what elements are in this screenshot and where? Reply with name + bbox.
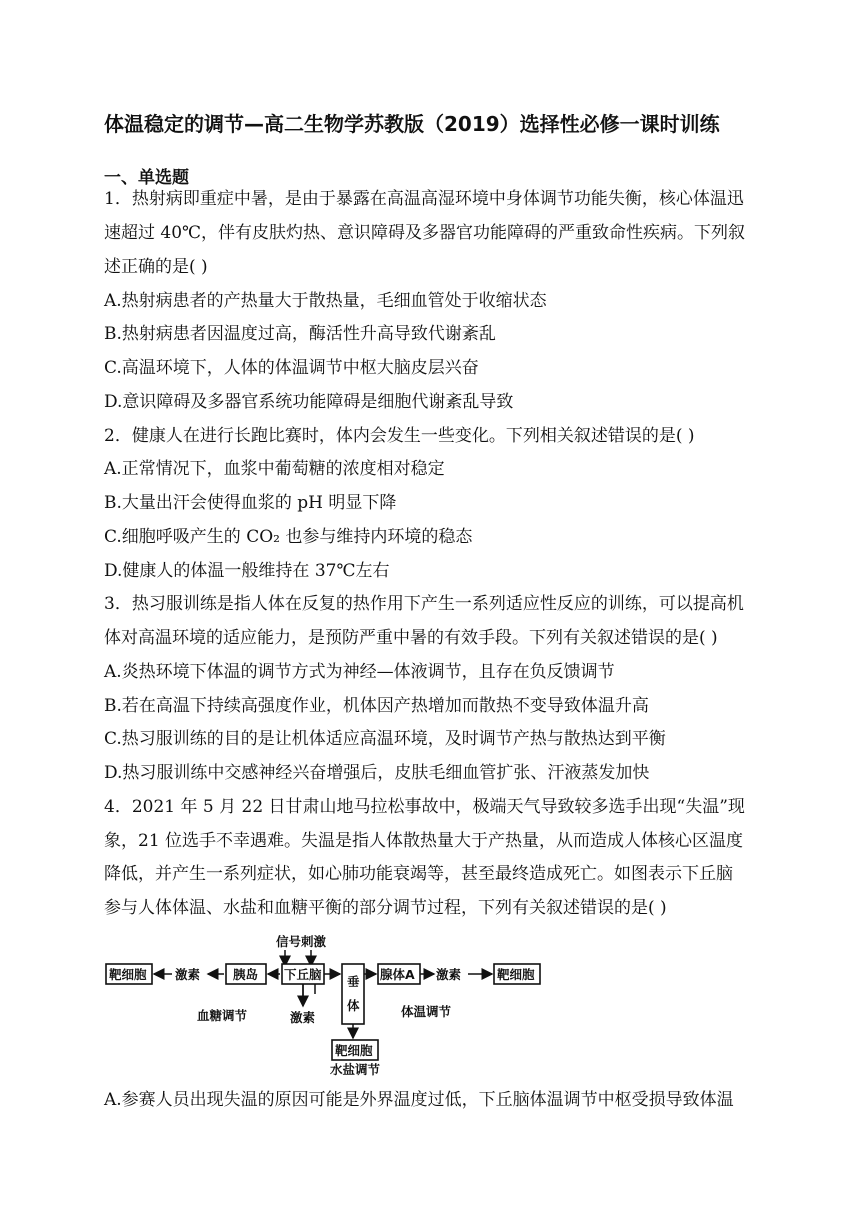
question-2-option-d: D.健康人的体温一般维持在 37℃左右 xyxy=(104,561,390,581)
question-1-line-2: 速超过 40℃，伴有皮肤灼热、意识障碍及多器官功能障碍的严重致命性疾病。下列叙 xyxy=(104,223,746,243)
question-4-line-3: 降低，并产生一系列症状，如心肺功能衰竭等，甚至最终造成死亡。如图表示下丘脑 xyxy=(104,864,733,884)
question-3-line-1: 3．热习服训练是指人体在反复的热作用下产生一系列适应性反应的训练，可以提高机 xyxy=(104,594,744,614)
page-title: 体温稳定的调节—高二生物学苏教版（2019）选择性必修一课时训练 xyxy=(104,112,720,136)
question-4-option-a: A.参赛人员出现失温的原因可能是外界温度过低，下丘脑体温调节中枢受损导致体温 xyxy=(104,1090,734,1110)
gland-a-label: 腺体A xyxy=(380,967,415,982)
question-4-line-2: 象，21 位选手不幸遇难。失温是指人体散热量大于产热量，从而造成人体核心区温度 xyxy=(104,831,744,851)
water-salt-label: 水盐调节 xyxy=(330,1062,381,1077)
question-4-line-1: 4．2021 年 5 月 22 日甘肃山地马拉松事故中，极端天气导致较多选手出现“失温”现 xyxy=(104,797,745,817)
target-cell-right-label: 靶细胞 xyxy=(497,967,535,982)
question-3-option-c: C.热习服训练的目的是让机体适应高温环境，及时调节产热与散热达到平衡 xyxy=(104,729,666,749)
question-2-option-a: A.正常情况下，血浆中葡萄糖的浓度相对稳定 xyxy=(104,459,445,479)
question-2-option-b: B.大量出汗会使得血浆的 pH 明显下降 xyxy=(104,493,397,513)
question-2-stem: 2．健康人在进行长跑比赛时，体内会发生一些变化。下列相关叙述错误的是( ) xyxy=(104,426,695,446)
pituitary-box xyxy=(342,964,364,1024)
hypothalamus-label: 下丘脑 xyxy=(284,967,322,982)
signal-stimulus-label: 信号刺激 xyxy=(276,934,327,949)
pituitary-label-bottom: 体 xyxy=(347,998,360,1013)
section-heading: 一、单选题 xyxy=(104,168,189,188)
regulation-diagram xyxy=(102,928,662,1078)
body-temperature-label: 体温调节 xyxy=(401,1004,452,1019)
question-1-line-3: 述正确的是( ) xyxy=(104,257,208,277)
question-1-option-c: C.高温环境下，人体的体温调节中枢大脑皮层兴奋 xyxy=(104,358,479,378)
question-4-line-4: 参与人体体温、水盐和血糖平衡的部分调节过程，下列有关叙述错误的是( ) xyxy=(104,898,667,918)
hormone-right-label: 激素 xyxy=(436,967,462,982)
question-1-option-a: A.热射病患者的产热量大于散热量，毛细血管处于收缩状态 xyxy=(104,291,547,311)
question-1-line-1: 1．热射病即重症中暑，是由于暴露在高温高湿环境中身体调节功能失衡，核心体温迅 xyxy=(104,189,744,209)
pituitary-label-top: 垂 xyxy=(347,974,360,989)
question-3-option-d: D.热习服训练中交感神经兴奋增强后，皮肤毛细血管扩张、汗液蒸发加快 xyxy=(104,763,650,783)
blood-sugar-label: 血糖调节 xyxy=(197,1008,248,1023)
question-2-option-c: C.细胞呼吸产生的 CO₂ 也参与维持内环境的稳态 xyxy=(104,527,473,547)
target-cell-left-label: 靶细胞 xyxy=(109,967,147,982)
question-3-option-a: A.炎热环境下体温的调节方式为神经—体液调节，且存在负反馈调节 xyxy=(104,662,615,682)
question-1-option-b: B.热射病患者因温度过高，酶活性升高导致代谢紊乱 xyxy=(104,324,496,344)
question-3-line-2: 体对高温环境的适应能力，是预防严重中暑的有效手段。下列有关叙述错误的是( ) xyxy=(104,628,718,648)
question-3-option-b: B.若在高温下持续高强度作业，机体因产热增加而散热不变导致体温升高 xyxy=(104,696,649,716)
question-1-option-d: D.意识障碍及多器官系统功能障碍是细胞代谢紊乱导致 xyxy=(104,392,514,412)
pancreas-label: 胰岛 xyxy=(233,967,259,982)
target-cell-bottom-label: 靶细胞 xyxy=(335,1043,373,1058)
hormone-left-label: 激素 xyxy=(175,967,201,982)
hormone-down-label: 激素 xyxy=(290,1010,316,1025)
